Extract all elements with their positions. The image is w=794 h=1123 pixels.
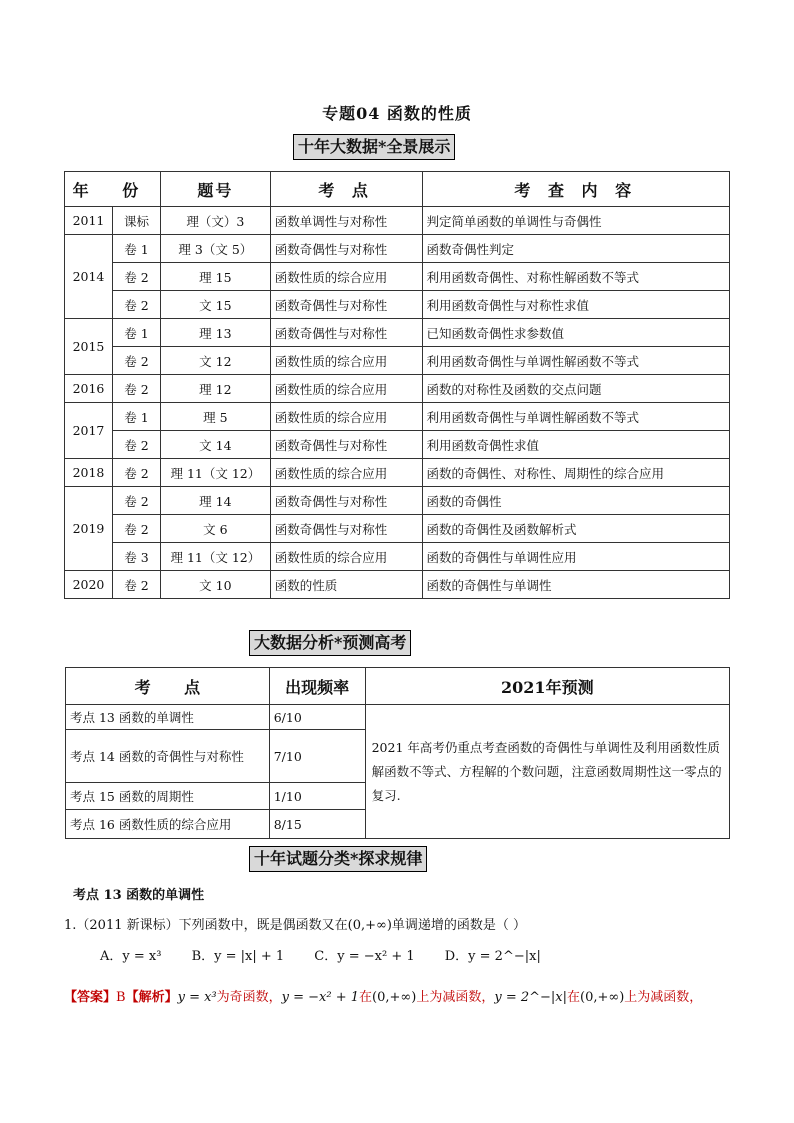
year-cell: 2020 <box>65 571 113 599</box>
exam-history-table <box>64 171 730 599</box>
number-cell: 理 11（文 12） <box>160 459 270 487</box>
content-cell: 函数的奇偶性与单调性应用 <box>422 543 729 571</box>
content-cell: 函数的对称性及函数的交点问题 <box>422 375 729 403</box>
content-cell: 利用函数奇偶性与单调性解函数不等式 <box>422 347 729 375</box>
year-cell: 2015 <box>65 319 113 375</box>
question-options <box>100 945 567 964</box>
header-prediction: 2021年预测 <box>365 668 729 705</box>
paper-cell: 卷 2 <box>112 375 160 403</box>
topic-cell: 函数性质的综合应用 <box>270 263 422 291</box>
answer-tag: 【答案】 <box>64 990 117 1005</box>
content-cell: 判定简单函数的单调性与奇偶性 <box>422 207 729 235</box>
banner-overview: 十年大数据*全景展示 <box>293 134 455 160</box>
number-cell: 理 12 <box>160 375 270 403</box>
topic-cell: 函数的性质 <box>270 571 422 599</box>
topic-cell: 函数性质的综合应用 <box>270 459 422 487</box>
analysis-text-4: 在 <box>567 990 581 1005</box>
number-cell: 理 13 <box>160 319 270 347</box>
option-c: C．y = −x² + 1 <box>314 949 415 964</box>
option-a: A．y = x³ <box>100 949 162 964</box>
content-cell: 函数奇偶性判定 <box>422 235 729 263</box>
number-cell: 理 3（文 5） <box>160 235 270 263</box>
year-cell: 2014 <box>65 235 113 319</box>
analysis-tag: 【解析】 <box>125 990 178 1005</box>
topic-cell: 考点 16 函数性质的综合应用 <box>66 810 270 839</box>
table-row <box>65 431 730 459</box>
answer-line <box>64 986 702 1005</box>
paper-cell: 卷 2 <box>112 515 160 543</box>
topic-cell: 函数奇偶性与对称性 <box>270 515 422 543</box>
paper-cell: 卷 2 <box>112 291 160 319</box>
header-content: 考 查 内 容 <box>422 172 729 207</box>
number-cell: 理 14 <box>160 487 270 515</box>
formula-1: y = x³ <box>177 990 217 1005</box>
topic-cell: 考点 14 函数的奇偶性与对称性 <box>66 730 270 783</box>
year-cell: 2011 <box>65 207 113 235</box>
paper-cell: 卷 3 <box>112 543 160 571</box>
option-b: B．y = |x| + 1 <box>191 949 285 964</box>
topic-cell: 函数奇偶性与对称性 <box>270 319 422 347</box>
table-row <box>65 291 730 319</box>
content-cell: 函数的奇偶性 <box>422 487 729 515</box>
content-cell: 函数的奇偶性、对称性、周期性的综合应用 <box>422 459 729 487</box>
frequency-cell: 7/10 <box>269 730 365 783</box>
content-cell: 利用函数奇偶性求值 <box>422 431 729 459</box>
formula-3: y = 2^−|x| <box>494 990 567 1005</box>
banner-analysis: 大数据分析*预测高考 <box>249 630 411 656</box>
topic-cell: 函数性质的综合应用 <box>270 543 422 571</box>
frequency-cell: 6/10 <box>269 705 365 730</box>
interval-2: (0,+∞) <box>580 990 625 1005</box>
topic-cell: 函数奇偶性与对称性 <box>270 487 422 515</box>
table-row <box>65 375 730 403</box>
table-row <box>65 515 730 543</box>
topic-cell: 函数性质的综合应用 <box>270 403 422 431</box>
year-cell: 2018 <box>65 459 113 487</box>
table-row <box>65 319 730 347</box>
paper-cell: 卷 1 <box>112 403 160 431</box>
analysis-text-5: 上为减函数， <box>624 990 703 1005</box>
content-cell: 函数的奇偶性与单调性 <box>422 571 729 599</box>
table-row <box>65 571 730 599</box>
header-question-number: 题号 <box>160 172 270 207</box>
table-row <box>65 235 730 263</box>
topic-cell: 函数性质的综合应用 <box>270 375 422 403</box>
content-cell: 利用函数奇偶性与对称性求值 <box>422 291 729 319</box>
table-header-row <box>66 668 730 705</box>
table-header-row <box>65 172 730 207</box>
section-title: 考点 13 函数的单调性 <box>73 888 205 903</box>
content-cell: 利用函数奇偶性与单调性解函数不等式 <box>422 403 729 431</box>
number-cell: 文 14 <box>160 431 270 459</box>
prediction-text: 2021 年高考仍重点考查函数的奇偶性与单调性及利用函数性质解函数不等式、方程解的个数问题，注意函数周期性这一零点的复习. <box>365 705 729 839</box>
analysis-text-1: 为奇函数， <box>216 990 282 1005</box>
table-row <box>65 347 730 375</box>
analysis-text-2: 在 <box>359 990 373 1005</box>
paper-cell: 卷 1 <box>112 235 160 263</box>
paper-cell: 课标 <box>112 207 160 235</box>
number-cell: 文 12 <box>160 347 270 375</box>
frequency-cell: 8/15 <box>269 810 365 839</box>
table-row <box>65 487 730 515</box>
header-frequency: 出现频率 <box>269 668 365 705</box>
paper-cell: 卷 2 <box>112 431 160 459</box>
paper-cell: 卷 1 <box>112 319 160 347</box>
number-cell: 理 11（文 12） <box>160 543 270 571</box>
topic-cell: 函数性质的综合应用 <box>270 347 422 375</box>
analysis-text-3: 上为减函数， <box>416 990 495 1005</box>
content-cell: 函数的奇偶性及函数解析式 <box>422 515 729 543</box>
paper-cell: 卷 2 <box>112 571 160 599</box>
number-cell: 文 6 <box>160 515 270 543</box>
banner-classification: 十年试题分类*探求规律 <box>249 846 427 872</box>
content-cell: 已知函数奇偶性求参数值 <box>422 319 729 347</box>
year-cell: 2017 <box>65 403 113 459</box>
number-cell: 理 5 <box>160 403 270 431</box>
number-cell: 文 15 <box>160 291 270 319</box>
topic-cell: 考点 15 函数的周期性 <box>66 783 270 810</box>
table-row <box>65 459 730 487</box>
header-year: 年 份 <box>65 172 161 207</box>
header-topic: 考 点 <box>66 668 270 705</box>
number-cell: 文 10 <box>160 571 270 599</box>
formula-2: y = −x² + 1 <box>281 990 360 1005</box>
topic-cell: 函数奇偶性与对称性 <box>270 291 422 319</box>
topic-cell: 函数奇偶性与对称性 <box>270 431 422 459</box>
table-row <box>65 403 730 431</box>
table-row <box>66 705 730 730</box>
paper-cell: 卷 2 <box>112 459 160 487</box>
interval-1: (0,+∞) <box>372 990 417 1005</box>
table-row <box>65 207 730 235</box>
year-cell: 2016 <box>65 375 113 403</box>
option-d: D．y = 2^−|x| <box>444 949 541 964</box>
paper-cell: 卷 2 <box>112 263 160 291</box>
table-row <box>65 543 730 571</box>
year-cell: 2019 <box>65 487 113 571</box>
paper-cell: 卷 2 <box>112 487 160 515</box>
prediction-table <box>65 667 730 839</box>
header-topic: 考 点 <box>270 172 422 207</box>
topic-cell: 考点 13 函数的单调性 <box>66 705 270 730</box>
answer-letter: B <box>116 990 126 1005</box>
table-row <box>65 263 730 291</box>
topic-cell: 函数奇偶性与对称性 <box>270 235 422 263</box>
number-cell: 理（文）3 <box>160 207 270 235</box>
page-title: 专题04 函数的性质 <box>322 104 472 123</box>
question-stem: 1.（2011 新课标）下列函数中，既是偶函数又在(0,+∞)单调递增的函数是（ ） <box>64 918 527 933</box>
content-cell: 利用函数奇偶性、对称性解函数不等式 <box>422 263 729 291</box>
paper-cell: 卷 2 <box>112 347 160 375</box>
frequency-cell: 1/10 <box>269 783 365 810</box>
number-cell: 理 15 <box>160 263 270 291</box>
topic-cell: 函数单调性与对称性 <box>270 207 422 235</box>
